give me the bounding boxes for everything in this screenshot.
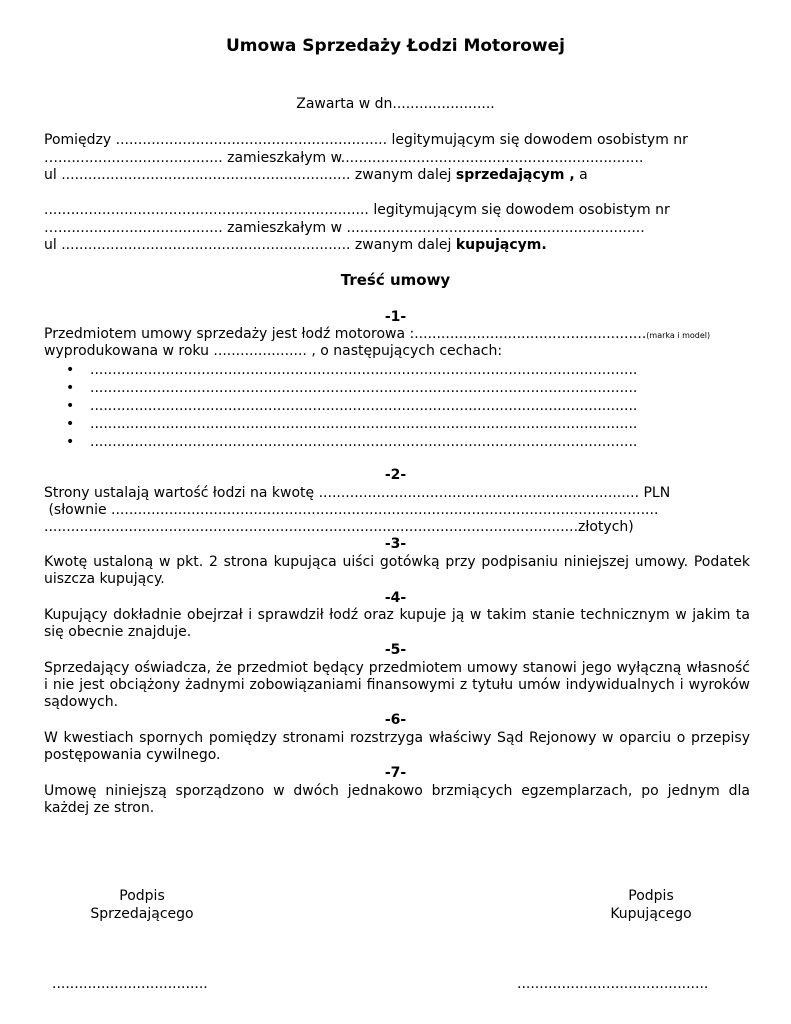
seller-term: sprzedającym , [455, 167, 575, 183]
bullet-icon: • [66, 380, 75, 396]
section-1-line-1-text: Przedmiotem umowy sprzedaży jest łodź motorowa :................................…................. [44, 326, 647, 342]
section-7-text: Umowę niniejszą sporządzono w dwóch jednakowo brzmiących egzemplarzach, po jednym dla każdej ze stron. [44, 783, 750, 816]
feature-line-4: ........................................................................................................................... [90, 416, 638, 432]
section-3-text: Kwotę ustaloną w pkt. 2 strona kupująca uiści gotówką przy podpisaniu niniejszej umowy. Podatek uiszcza kupujący. [44, 554, 750, 587]
section-6-number: -6- [384, 712, 407, 728]
feature-line-3: ........................................................................................................................... [90, 398, 638, 414]
section-2-line-2: (słownie ........................................................................................................................... [44, 502, 659, 518]
section-5-text: Sprzedający oświadcza, że przedmiot będący przedmiotem umowy stanowi jego wyłączną własność i nie jest obciążony żadnymi zobowiązaniami finansowymi z tytułu umów indywidualnych i wyroków sądowych. [44, 660, 750, 710]
section-1-line-1 [44, 326, 710, 344]
buyer-signature-line-2: Kupującego [610, 906, 692, 922]
parties-line-3-text: ul ................................................................. zwanym dalej [44, 167, 456, 183]
section-2-number: -2- [384, 467, 407, 483]
document-title: Umowa Sprzedaży Łodzi Motorowej [226, 36, 565, 56]
buyer-signature-label [571, 888, 731, 923]
section-6-text: W kwestiach spornych pomiędzy stronami rozstrzyga właściwy Sąd Rejonowy w oparciu o przepisy postępowania cywilnego. [44, 730, 750, 763]
bullet-icon: • [66, 434, 75, 450]
seller-signature-line-1: Podpis [119, 888, 165, 904]
parties-line-1: Pomiędzy ............................................................. legitymującym się dowodem osobistym nr [44, 132, 688, 148]
parties-line-3 [44, 167, 588, 184]
section-4-number: -4- [384, 590, 407, 606]
section-1-line-2: wyprodukowana w roku ..................... , o następujących cechach: [44, 343, 503, 359]
bullet-icon: • [66, 416, 75, 432]
seller-signature-label [62, 888, 222, 923]
section-4-text: Kupujący dokładnie obejrzał i sprawdził łodź oraz kupuje ją w takim stanie technicznym w jakim ta się obecnie znajduje. [44, 607, 750, 640]
seller-signature-line-2: Sprzedającego [90, 906, 194, 922]
buyer-term: kupującym. [455, 237, 547, 253]
seller-signature-field: ................................... [52, 976, 208, 992]
parties-line-4: ......................................................................... legitymującym się dowodem osobistym nr [44, 202, 670, 218]
parties-line-5: …..................................... zamieszkałym w ................................................................... [44, 220, 645, 236]
section-3-number: -3- [384, 536, 407, 552]
feature-line-5: ........................................................................................................................... [90, 434, 638, 450]
section-2-line-1: Strony ustalają wartość łodzi na kwotę ........................................................................ PLN [44, 485, 671, 501]
make-model-note: (marka i model) [646, 331, 711, 340]
bullet-icon: • [66, 362, 75, 378]
parties-line-6-text: ul ................................................................. zwanym dalej [44, 237, 456, 253]
section-2-line-3: ........................................................................................................................złotych) [44, 519, 634, 535]
date-line: Zawarta w dn....................... [296, 96, 495, 112]
content-heading: Treść umowy [340, 271, 451, 289]
parties-line-2: …..................................... zamieszkałym w.................................................................... [44, 150, 644, 166]
section-7-number: -7- [384, 765, 407, 781]
buyer-signature-field: ........................................... [517, 976, 709, 992]
parties-line-6 [44, 237, 547, 254]
feature-line-2: ........................................................................................................................... [90, 380, 638, 396]
buyer-signature-line-1: Podpis [628, 888, 674, 904]
feature-line-1: ........................................................................................................................... [90, 362, 638, 378]
bullet-icon: • [66, 398, 75, 414]
section-5-number: -5- [384, 642, 407, 658]
parties-line-3-end: a [574, 167, 588, 183]
section-1-number: -1- [384, 309, 407, 325]
